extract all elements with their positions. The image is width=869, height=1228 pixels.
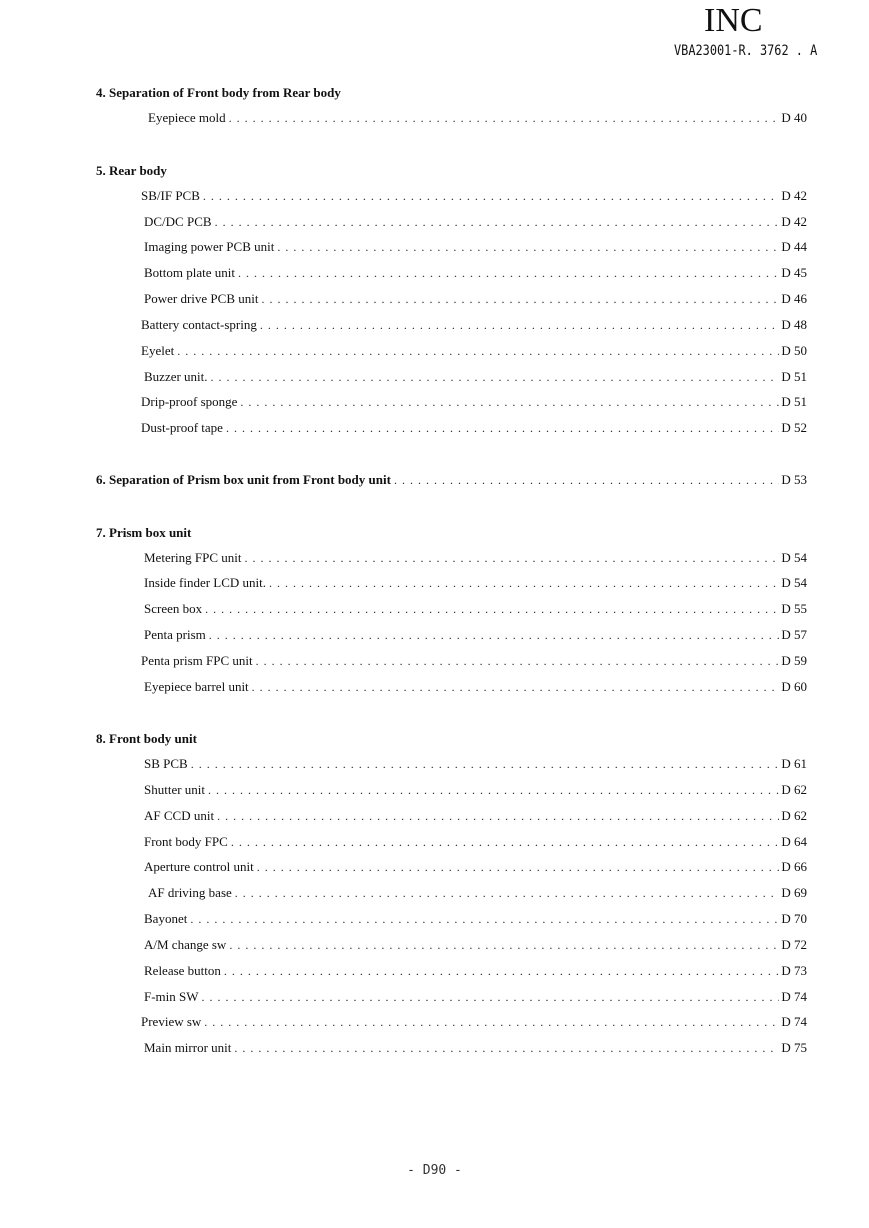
toc-entry[interactable] <box>144 679 807 695</box>
entry-label: Drip-proof sponge <box>141 394 238 409</box>
leader-dots <box>238 266 779 281</box>
entry-page: D 52 <box>781 420 807 435</box>
brand-logo: INC <box>704 2 763 39</box>
toc-entry[interactable] <box>144 239 807 255</box>
leader-dots <box>177 344 779 359</box>
toc-entry[interactable] <box>141 343 807 359</box>
entry-label: Penta prism FPC unit <box>141 653 253 668</box>
toc-entry[interactable] <box>144 937 807 953</box>
toc-entry[interactable] <box>144 1040 807 1056</box>
document-number: VBA23001-R. 3762 . A <box>674 43 818 59</box>
leader-dots <box>215 215 780 230</box>
entry-page: D 55 <box>781 601 807 616</box>
entry-label: Release button <box>144 963 221 978</box>
entry-label: F-min SW <box>144 989 199 1004</box>
entry-page: D 62 <box>781 808 807 823</box>
entry-page: D 51 <box>781 394 807 409</box>
entry-label: Eyepiece barrel unit <box>144 679 249 694</box>
entry-page: D 42 <box>781 214 807 229</box>
leader-dots <box>226 421 779 436</box>
leader-dots <box>224 964 779 979</box>
toc-entry[interactable] <box>144 575 807 591</box>
entry-page: D 74 <box>781 989 807 1004</box>
section-title-4: 4. Separation of Front body from Rear body <box>96 85 341 100</box>
section-title-5: 5. Rear body <box>96 163 167 178</box>
toc-entry[interactable] <box>144 859 807 875</box>
entry-page: D 61 <box>781 756 807 771</box>
entry-label: Inside finder LCD unit. <box>144 575 267 590</box>
leader-dots <box>261 292 779 307</box>
leader-dots <box>202 990 780 1005</box>
leader-dots <box>229 111 780 126</box>
toc-entry[interactable] <box>141 653 807 669</box>
toc-entry-section-6[interactable] <box>96 472 807 488</box>
leader-dots <box>209 628 780 643</box>
entry-label: Screen box <box>144 601 203 616</box>
toc-entry[interactable] <box>148 110 807 126</box>
leader-dots <box>235 886 780 901</box>
toc-entry[interactable] <box>144 550 807 566</box>
entry-label: Dust-proof tape <box>141 420 223 435</box>
entry-page: D 45 <box>781 265 807 280</box>
entry-label: Buzzer unit. <box>144 369 208 384</box>
leader-dots <box>240 395 779 410</box>
entry-page: D 40 <box>781 110 807 125</box>
entry-page: D 57 <box>781 627 807 642</box>
toc-entry[interactable] <box>144 265 807 281</box>
leader-dots <box>217 809 779 824</box>
entry-page: D 50 <box>781 343 807 358</box>
section-title-8: 8. Front body unit <box>96 731 197 746</box>
entry-label: AF CCD unit <box>144 808 215 823</box>
leader-dots <box>211 370 780 385</box>
toc-entry[interactable] <box>144 601 807 617</box>
toc-entry[interactable] <box>144 963 807 979</box>
entry-page: D 72 <box>781 937 807 952</box>
entry-label: Penta prism <box>144 627 206 642</box>
entry-label: Power drive PCB unit <box>144 291 259 306</box>
entry-label: Bayonet <box>144 911 188 926</box>
toc-entry[interactable] <box>144 782 807 798</box>
leader-dots <box>191 757 780 772</box>
toc-entry[interactable] <box>141 188 807 204</box>
entry-label: Eyepiece mold <box>148 110 226 125</box>
leader-dots <box>190 912 779 927</box>
toc-entry[interactable] <box>144 808 807 824</box>
entry-label: SB PCB <box>144 756 188 771</box>
toc-entry[interactable] <box>144 627 807 643</box>
leader-dots <box>205 602 779 617</box>
entry-label: Preview sw <box>141 1014 202 1029</box>
entry-label: AF driving base <box>148 885 232 900</box>
entry-page: D 66 <box>781 859 807 874</box>
toc-entry[interactable] <box>141 1014 807 1030</box>
entry-label: Shutter unit <box>144 782 206 797</box>
entry-page: D 42 <box>781 188 807 203</box>
leader-dots <box>256 654 780 669</box>
leader-dots <box>260 318 779 333</box>
entry-label: Battery contact-spring <box>141 317 257 332</box>
entry-page: D 59 <box>781 653 807 668</box>
section-title-7: 7. Prism box unit <box>96 525 192 540</box>
leader-dots <box>234 1041 779 1056</box>
toc-entry[interactable] <box>141 420 807 436</box>
entry-page: D 44 <box>781 239 807 254</box>
section-title-6: 6. Separation of Prism box unit from Front body unit <box>96 472 391 487</box>
leader-dots <box>245 551 780 566</box>
entry-page: D 54 <box>781 550 807 565</box>
entry-page: D 74 <box>781 1014 807 1029</box>
entry-page: D 46 <box>781 291 807 306</box>
entry-page: D 69 <box>781 885 807 900</box>
toc-entry[interactable] <box>144 369 807 385</box>
entry-page: D 54 <box>781 575 807 590</box>
entry-page: D 51 <box>781 369 807 384</box>
entry-label: Imaging power PCB unit <box>144 239 275 254</box>
entry-page: D 64 <box>781 834 807 849</box>
toc-entry[interactable] <box>144 911 807 927</box>
entry-page: D 62 <box>781 782 807 797</box>
leader-dots <box>277 240 779 255</box>
entry-label: Aperture control unit <box>144 859 254 874</box>
entry-label: Main mirror unit <box>144 1040 232 1055</box>
entry-page: D 75 <box>781 1040 807 1055</box>
toc-entry[interactable] <box>144 989 807 1005</box>
leader-dots <box>394 473 779 488</box>
leader-dots <box>208 783 779 798</box>
leader-dots <box>229 938 779 953</box>
leader-dots <box>257 860 780 875</box>
toc-entry[interactable] <box>144 291 807 307</box>
entry-label: SB/IF PCB <box>141 188 200 203</box>
page-number: - D90 - <box>407 1163 462 1178</box>
entry-label: Eyelet <box>141 343 175 358</box>
leader-dots <box>203 189 779 204</box>
toc-entry[interactable] <box>148 885 807 901</box>
leader-dots <box>252 680 780 695</box>
toc-entry[interactable] <box>144 214 807 230</box>
entry-label: DC/DC PCB <box>144 214 212 229</box>
toc-entry[interactable] <box>141 394 807 410</box>
entry-page: D 60 <box>781 679 807 694</box>
entry-label: Front body FPC <box>144 834 228 849</box>
leader-dots <box>204 1015 779 1030</box>
entry-label: Bottom plate unit <box>144 265 235 280</box>
entry-page: D 53 <box>781 472 807 487</box>
entry-page: D 73 <box>781 963 807 978</box>
toc-entry[interactable] <box>144 834 807 850</box>
entry-label: A/M change sw <box>144 937 227 952</box>
entry-page: D 70 <box>781 911 807 926</box>
toc-entry[interactable] <box>144 756 807 772</box>
entry-label: Metering FPC unit <box>144 550 242 565</box>
leader-dots <box>231 835 780 850</box>
toc-entry[interactable] <box>141 317 807 333</box>
entry-page: D 48 <box>781 317 807 332</box>
leader-dots <box>269 576 779 591</box>
